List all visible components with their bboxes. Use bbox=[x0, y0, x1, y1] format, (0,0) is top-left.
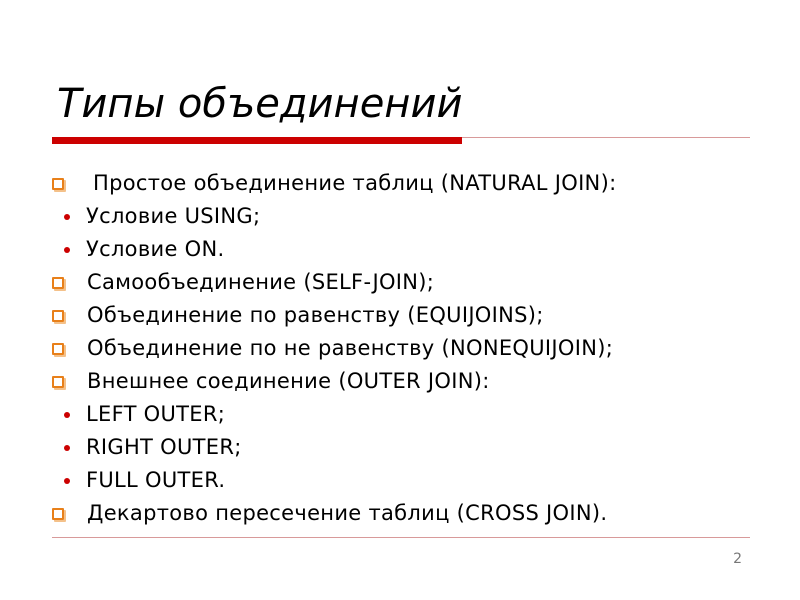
list-item-cross-join bbox=[52, 496, 772, 529]
list-item-text: Внешнее соединение (OUTER JOIN): bbox=[87, 368, 490, 393]
title-accent-bar bbox=[52, 137, 462, 144]
list-item-natural-join bbox=[52, 166, 772, 199]
red-dot-icon bbox=[64, 478, 70, 484]
list-item-using bbox=[52, 199, 772, 232]
list-item-equijoins bbox=[52, 298, 772, 331]
list-item-nonequijoin bbox=[52, 331, 772, 364]
footer-divider-line bbox=[52, 537, 750, 538]
list-item-text: Условие ON. bbox=[86, 236, 225, 261]
checkbox-square-icon bbox=[52, 277, 64, 289]
page-number: 2 bbox=[733, 551, 742, 567]
list-item-text: Объединение по не равенству (NONEQUIJOIN); bbox=[87, 335, 614, 360]
checkbox-square-icon bbox=[52, 343, 64, 355]
list-item-text: Условие USING; bbox=[86, 203, 261, 228]
list-item-text: Объединение по равенству (EQUIJOINS); bbox=[87, 302, 544, 327]
list-item-full-outer bbox=[52, 463, 772, 496]
red-dot-icon bbox=[64, 445, 70, 451]
list-item-text: FULL OUTER. bbox=[86, 467, 226, 492]
list-item-text: Простое объединение таблиц (NATURAL JOIN): bbox=[93, 170, 617, 195]
list-item-text: RIGHT OUTER; bbox=[86, 434, 242, 459]
list-item-text: Декартово пересечение таблиц (CROSS JOIN). bbox=[87, 500, 608, 525]
checkbox-square-icon bbox=[52, 376, 64, 388]
list-item-self-join bbox=[52, 265, 772, 298]
checkbox-square-icon bbox=[52, 310, 64, 322]
list-item-right-outer bbox=[52, 430, 772, 463]
checkbox-square-icon bbox=[52, 508, 64, 520]
list-item-on bbox=[52, 232, 772, 265]
red-dot-icon bbox=[64, 247, 70, 253]
list-item-text: LEFT OUTER; bbox=[86, 401, 226, 426]
checkbox-square-icon bbox=[52, 178, 64, 190]
slide-title: Типы объединений bbox=[57, 81, 463, 127]
list-item-outer-join bbox=[52, 364, 772, 397]
bullet-list bbox=[52, 166, 772, 529]
red-dot-icon bbox=[64, 412, 70, 418]
list-item-left-outer bbox=[52, 397, 772, 430]
list-item-text: Самообъединение (SELF-JOIN); bbox=[87, 269, 435, 294]
red-dot-icon bbox=[64, 214, 70, 220]
